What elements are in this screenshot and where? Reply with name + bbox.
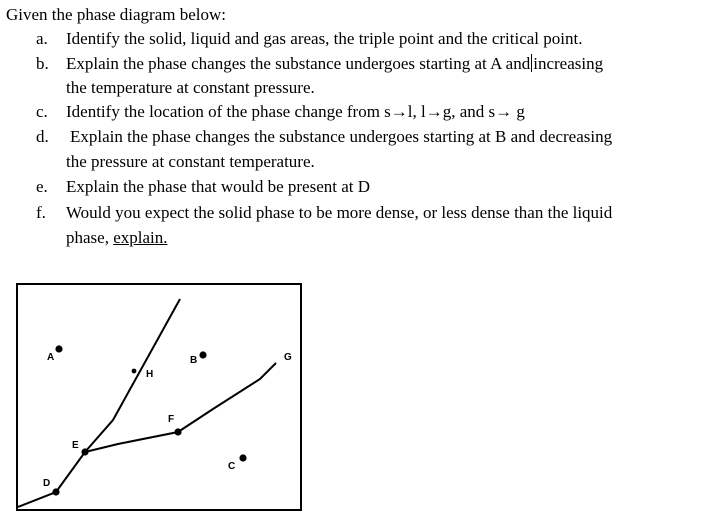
question-marker: d. <box>36 127 49 146</box>
question-text: Would you expect the solid phase to be more dense, or less dense than the liquid <box>66 203 613 222</box>
point-a-dot <box>55 345 62 352</box>
point-e-dot <box>81 448 88 455</box>
point-b-dot <box>199 351 206 358</box>
point-h-label: H <box>146 369 154 380</box>
point-d-label: D <box>43 478 51 489</box>
question-text: Explain the phase changes the substance undergoes starting at A and increasing <box>66 54 604 73</box>
point-c-label: C <box>228 461 236 472</box>
point-c-dot <box>239 454 246 461</box>
intro-text: Given the phase diagram below: <box>6 5 226 24</box>
point-f-dot <box>174 428 181 435</box>
question-text: Identify the solid, liquid and gas areas, the triple point and the critical point. <box>66 29 583 48</box>
question-text: Explain the phase changes the substance undergoes starting at B and decreasing <box>70 127 613 146</box>
question-text: the temperature at constant pressure. <box>66 78 315 97</box>
question-text: Explain the phase that would be present at D <box>66 177 371 196</box>
point-a-label: A <box>47 352 55 363</box>
question-marker: a. <box>36 29 48 48</box>
question-text: Identify the location of the phase change from s→l, l→g, and s→ g <box>66 102 525 121</box>
question-marker: c. <box>36 102 48 121</box>
point-f-label: F <box>168 414 175 425</box>
point-h-dot <box>132 369 137 374</box>
phase-diagram <box>18 285 304 513</box>
solid-liquid-line <box>18 299 180 507</box>
point-g-label: G <box>284 352 292 363</box>
phase-diagram-frame <box>16 283 302 511</box>
question-text: the pressure at constant temperature. <box>66 152 315 171</box>
question-marker: b. <box>36 54 49 73</box>
point-e-label: E <box>72 440 79 451</box>
underlined-word: explain. <box>113 228 168 247</box>
question-marker: f. <box>36 203 46 222</box>
point-b-label: B <box>190 355 198 366</box>
question-marker: e. <box>36 177 48 196</box>
question-text: phase, explain. <box>66 228 168 247</box>
point-d-dot <box>52 488 59 495</box>
liquid-gas-line <box>85 363 276 452</box>
